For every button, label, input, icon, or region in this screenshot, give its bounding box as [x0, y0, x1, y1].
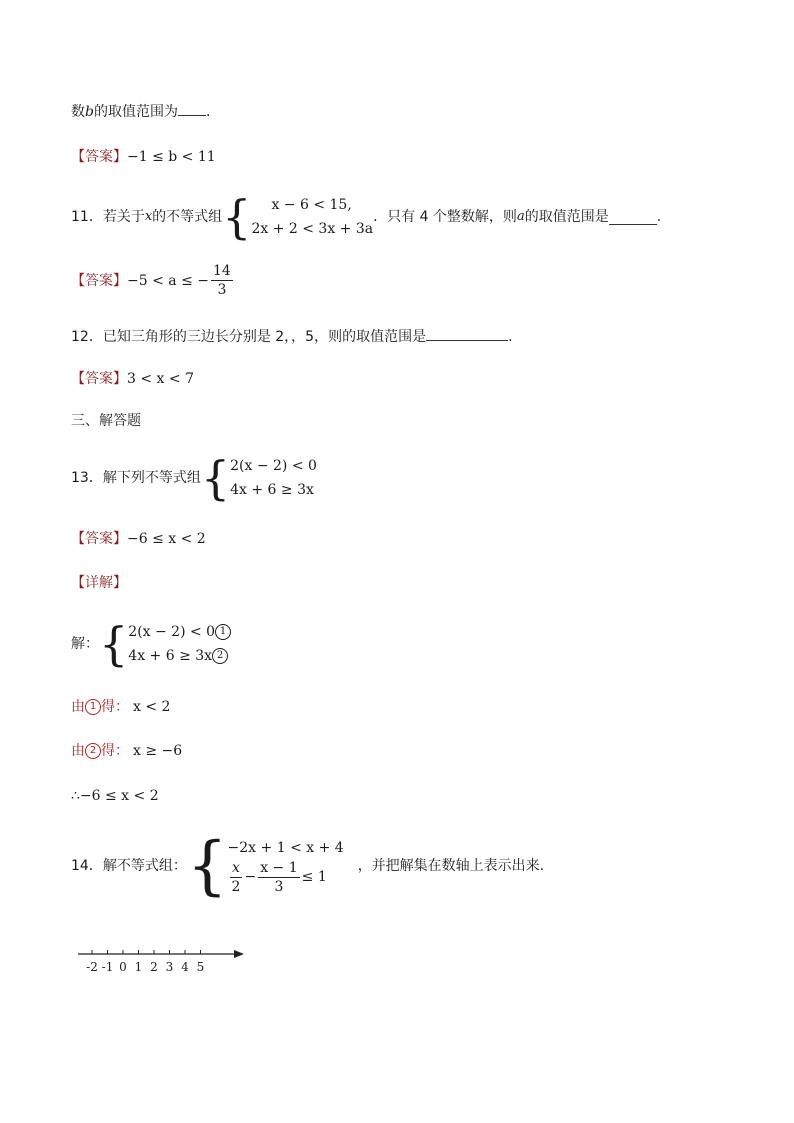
answer-12 — [71, 369, 194, 389]
step1-post: 得： — [101, 699, 129, 715]
q14-frac1 — [230, 859, 243, 896]
answer-label: 【答案】 — [71, 149, 127, 165]
frac2-numerator: x − 1 — [260, 859, 298, 876]
number-line-tick-label: -1 — [101, 960, 114, 974]
q11-end: . — [656, 209, 662, 225]
fraction-numerator: 14 — [212, 263, 231, 279]
step1-expr: x < 2 — [133, 699, 171, 715]
answer-expr: −1 ≤ b < 11 — [127, 149, 216, 165]
solution-row2 — [128, 644, 231, 668]
q10-end: . — [205, 104, 211, 120]
solution-row1 — [128, 620, 231, 644]
q14-frac2 — [258, 859, 299, 896]
circle-two-icon: 2 — [212, 648, 228, 664]
brace-icon: { — [99, 617, 129, 671]
answer-label: 【答案】 — [71, 272, 127, 289]
fraction-denominator: 3 — [217, 282, 227, 298]
q11-blank — [609, 210, 657, 225]
q10-tail — [71, 101, 210, 122]
q11-var: x — [144, 209, 153, 224]
answer-label: 【答案】 — [71, 531, 127, 547]
section-title: 三、解答题 — [71, 413, 141, 429]
q13-row2: 4x + 6 ≥ 3x — [230, 482, 314, 498]
solution-row1-text: 2(x − 2) < 0 — [128, 624, 216, 640]
step1-pre: 由 — [71, 699, 85, 715]
circle-two-icon: 2 — [85, 743, 101, 759]
circle-one-icon: 1 — [215, 624, 231, 640]
q13-system — [200, 451, 317, 505]
solution-conclusion: ∴−6 ≤ x < 2 — [71, 788, 159, 804]
number-line-tick-label: 2 — [150, 960, 158, 974]
q14-row2 — [228, 859, 344, 896]
q11-after: ．只有 4 个整数解，则 — [373, 209, 517, 225]
step2-expr: x ≥ −6 — [133, 743, 183, 759]
question-12 — [71, 326, 513, 347]
number-line-tick-label: 5 — [196, 960, 205, 974]
solution-prefix: 解： — [71, 636, 99, 652]
answer-label: 【答案】 — [71, 371, 127, 387]
q13-row1: 2(x − 2) < 0 — [230, 458, 317, 474]
q14-minus: − — [244, 869, 257, 885]
q14-tail: ≤ 1 — [301, 869, 327, 885]
answer-11 — [71, 262, 235, 299]
q11-system — [222, 190, 374, 244]
q14-row1: −2x + 1 < x + 4 — [227, 839, 344, 856]
question-11 — [71, 190, 662, 244]
arrow-right-icon — [234, 950, 244, 958]
q11-after2: 的取值范围是 — [524, 209, 609, 225]
solution-row2-text: 4x + 6 ≥ 3x — [128, 648, 213, 664]
answer-expr: −5 < a ≤ − — [127, 272, 209, 289]
number-line — [76, 944, 256, 978]
q11-row2: 2x + 2 < 3x + 3a — [251, 221, 374, 237]
q12-text: 12．已知三角形的三边长分别是 2，，5，则的取值范围是 — [71, 329, 427, 345]
answer-expr: −6 ≤ x < 2 — [127, 531, 206, 547]
q11-var2: a — [516, 209, 525, 224]
brace-icon: { — [222, 190, 252, 244]
q11-row1: x − 6 < 15, — [271, 197, 352, 213]
answer-13 — [71, 529, 206, 549]
q10-var: b — [85, 104, 94, 120]
detail-label: 【详解】 — [71, 575, 127, 591]
number-line-tick-label: -2 — [86, 960, 98, 974]
q10-after: 的取值范围为 — [93, 104, 178, 120]
q13-text: 13．解下列不等式组 — [71, 470, 201, 486]
number-line-tick-label: 0 — [119, 960, 127, 974]
q10-blank — [178, 101, 206, 116]
frac1-denominator: 2 — [231, 878, 241, 895]
step2-post: 得： — [101, 743, 129, 759]
solution-system — [71, 617, 231, 671]
number-line-tick-label: 4 — [181, 960, 189, 974]
solution-step-1 — [71, 697, 170, 717]
q14-system — [186, 829, 344, 903]
brace-icon: { — [200, 451, 231, 505]
step2-pre: 由 — [71, 743, 85, 759]
q10-text: 数 — [71, 104, 85, 120]
answer-10 — [71, 147, 216, 167]
brace-icon: { — [186, 829, 228, 903]
answer-fraction — [211, 262, 233, 299]
solution-step-2 — [71, 741, 182, 761]
frac2-denominator: 3 — [274, 878, 284, 895]
q14-after: ，并把解集在数轴上表示出来. — [357, 858, 545, 874]
circle-one-icon: 1 — [85, 699, 101, 715]
answer-expr: 3 < x < 7 — [127, 371, 194, 387]
q11-num: 11．若关于 — [71, 209, 145, 225]
q12-end: . — [508, 329, 513, 345]
q14-num: 14．解不等式组： — [71, 858, 187, 874]
q12-blank — [426, 326, 508, 341]
question-14 — [71, 829, 545, 903]
question-13 — [71, 451, 317, 505]
frac1-numerator: x — [232, 859, 240, 876]
q11-mid: 的不等式组 — [152, 209, 223, 225]
number-line-tick-label: 3 — [165, 960, 174, 974]
solution-brace-system — [99, 617, 231, 671]
number-line-tick-label: 1 — [134, 960, 143, 974]
